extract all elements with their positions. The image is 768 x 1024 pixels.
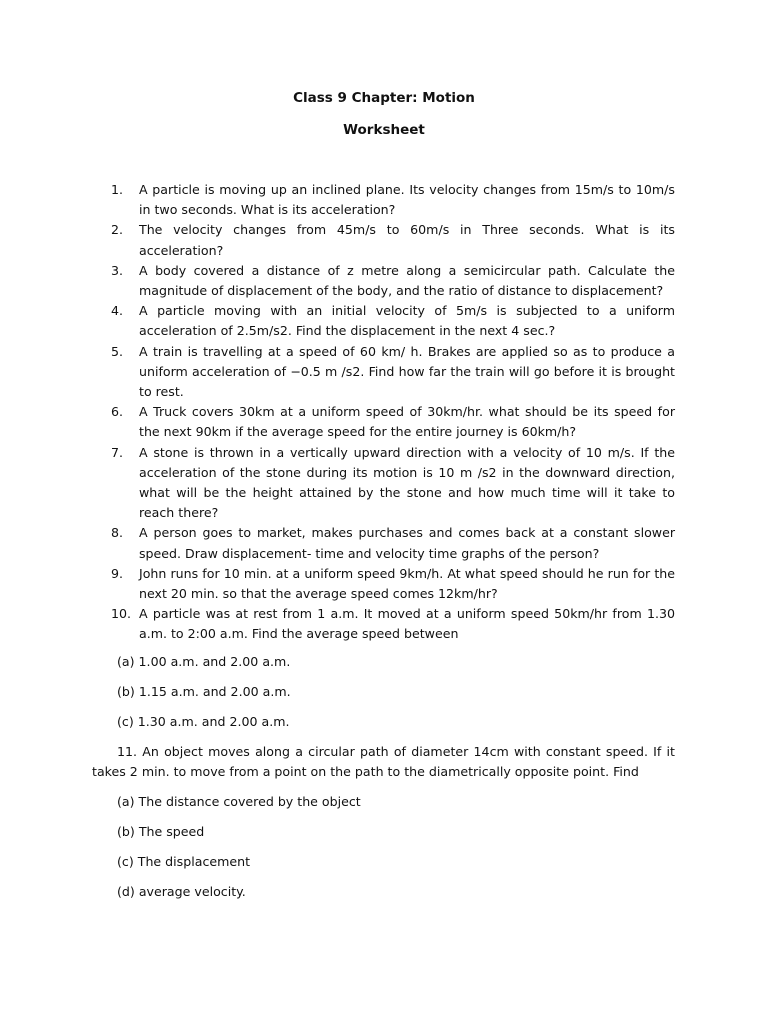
q10-option-list	[117, 652, 677, 742]
page-subtitle: Worksheet	[343, 122, 425, 138]
question-text: The velocity changes from 45m/s to 60m/s in Three seconds. What is its acceleration?	[139, 222, 675, 258]
q11-option-d: (d) average velocity.	[117, 884, 246, 899]
question-number: 5.	[111, 343, 124, 359]
q11-option-list	[117, 792, 677, 912]
question-text: A body covered a distance of z metre along a semicircular path. Calculate the magnitude of displacement of the body, and the ratio of distance to displacement?	[139, 262, 675, 299]
q11-option-c: (c) The displacement	[117, 854, 251, 869]
question-text: A stone is thrown in a vertically upward direction with a velocity of 10 m/s. If the acceleration of the stone during its motion is 10 m /s2 in the downward direction, what will be the height attained by the stone and how much time will it take to reach there?	[139, 444, 675, 521]
question-number: 1.	[111, 182, 124, 197]
q11-option-b: (b) The speed	[117, 824, 205, 839]
question-item	[0, 443, 675, 524]
question-number: 8.	[111, 525, 124, 541]
q10-option-b: (b) 1.15 a.m. and 2.00 a.m.	[117, 684, 291, 699]
question-item	[0, 523, 675, 563]
question-text: A person goes to market, makes purchases and comes back at a constant slower speed. Draw displacement- time and velocity time graphs of the person?	[139, 525, 675, 561]
question-item	[0, 342, 675, 403]
question-text: John runs for 10 min. at a uniform speed 9km/h. At what speed should he run for the next 20 min. so that the average speed comes 12km/hr?	[139, 565, 675, 602]
question-number: 6.	[111, 404, 124, 420]
question-item	[0, 564, 675, 604]
question-item	[0, 180, 675, 220]
q10-option-a: (a) 1.00 a.m. and 2.00 a.m.	[117, 654, 291, 669]
question-11-text: 11. An object moves along a circular path of diameter 14cm with constant speed. If it takes 2 min. to move from a point on the path to the diametrically opposite point. Find	[92, 744, 675, 779]
question-text: A particle is moving up an inclined plane. Its velocity changes from 15m/s to 10m/s in two seconds. What is its acceleration?	[139, 182, 675, 218]
question-item	[0, 301, 675, 341]
question-item	[0, 261, 675, 301]
question-text: A train is travelling at a speed of 60 km/ h. Brakes are applied so as to produce a uniform acceleration of −0.5 m /s2. Find how far the train will go before it is brought to rest.	[139, 343, 675, 400]
question-text: A particle was at rest from 1 a.m. It moved at a uniform speed 50km/hr from 1.30 a.m. to 2:00 a.m. Find the average speed between	[139, 606, 675, 642]
question-text: A Truck covers 30km at a uniform speed of 30km/hr. what should be its speed for the next 90km if the average speed for the entire journey is 60km/h?	[139, 404, 675, 440]
question-number: 9.	[111, 565, 124, 581]
q10-option-c: (c) 1.30 a.m. and 2.00 a.m.	[117, 714, 290, 729]
question-number: 3.	[111, 262, 124, 278]
page-title: Class 9 Chapter: Motion	[293, 90, 475, 106]
question-number: 7.	[111, 444, 124, 460]
question-number: 2.	[111, 222, 124, 238]
question-item	[0, 402, 675, 442]
question-number: 10.	[111, 606, 132, 622]
question-list	[0, 180, 768, 645]
question-text: A particle moving with an initial velocity of 5m/s is subjected to a uniform acceleration of 2.5m/s2. Find the displacement in the next 4 sec.?	[139, 303, 675, 339]
question-number: 4.	[111, 303, 124, 319]
question-item	[0, 220, 675, 260]
question-item	[0, 604, 675, 644]
q11-option-a: (a) The distance covered by the object	[117, 794, 361, 809]
